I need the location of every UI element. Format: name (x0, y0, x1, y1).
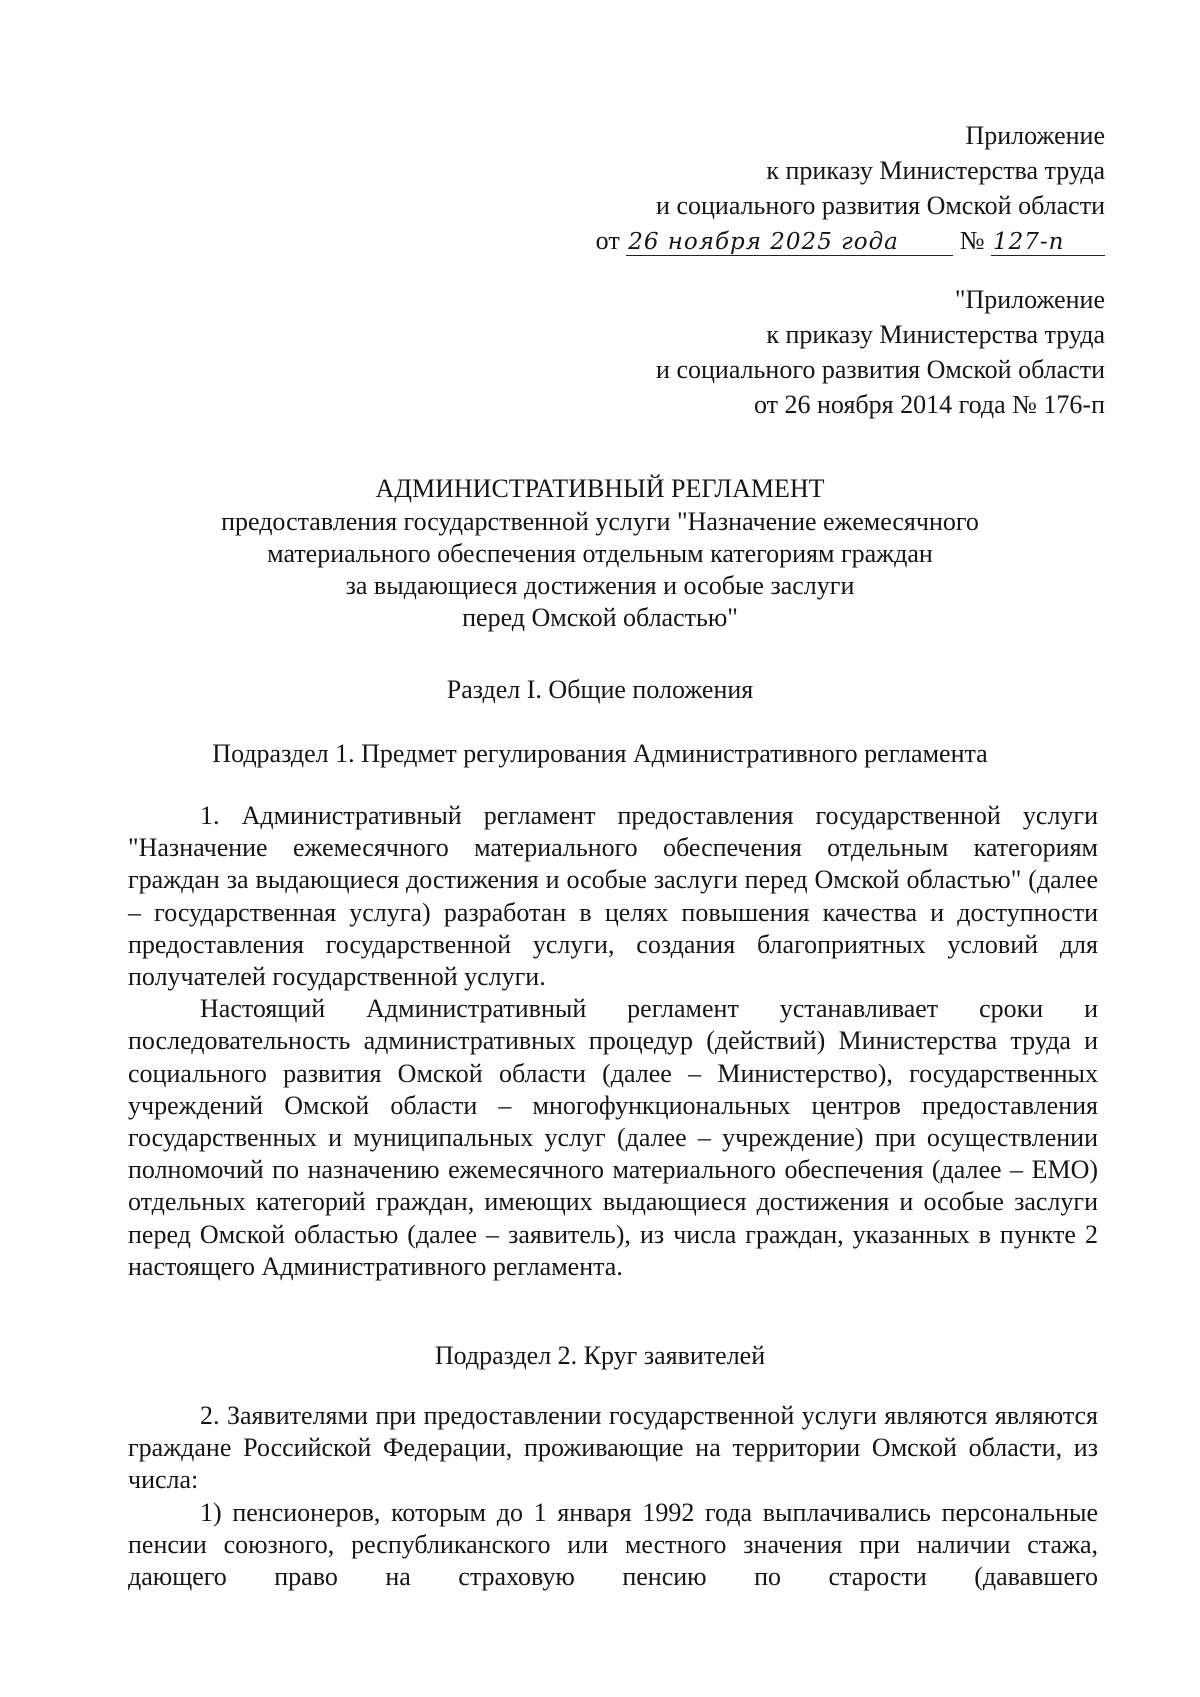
title-main: АДМИНИСТРАТИВНЫЙ РЕГЛАМЕНТ (375, 474, 825, 503)
ministry-line: и социального развития Омской области (656, 191, 1105, 220)
paragraph: Настоящий Административный регламент устанавливает сроки и последовательность административных процедур (действий) Министерства труда и социального развития Омской области (далее – Министерство), государственных учреждений Омской области – многофункциональных центров предоставления государственных и муниципальных услуг (далее – учреждение) при осуществлении полномочий по назначению ежемесячного материального обеспечения (далее – ЕМО) отдельных категорий граждан, имеющих выдающиеся достижения и особые заслуги перед Омской областью (далее – заявитель), из числа граждан, указанных в пункте 2 настоящего Административного регламента. (128, 994, 1098, 1281)
appendix-label-quoted: "Приложение (954, 285, 1105, 314)
paragraph: 1. Административный регламент предоставления государственной услуги "Назначение ежемесячного материального обеспечения отдельным категориям граждан за выдающиеся достижения и особые заслуги перед Омской областью" (далее – государственная услуга) разработан в целях повышения качества и доступности предоставления государственной услуги, создания благоприятных условий для получателей государственной услуги. (128, 801, 1098, 992)
number-sign: № (959, 226, 985, 255)
title-line: перед Омской областью" (462, 603, 738, 632)
date-prefix: от (595, 226, 620, 255)
title-line: предоставления государственной услуги "Назначение ежемесячного (221, 507, 979, 536)
title-line: материального обеспечения отдельным категориям граждан (267, 539, 933, 568)
section-heading: Раздел I. Общие положения (446, 675, 754, 704)
order-reference-line: к приказу Министерства труда (766, 156, 1105, 185)
regulation-title (0, 472, 1200, 634)
appendix-label: Приложение (965, 121, 1105, 150)
title-line: за выдающиеся достижения и особые заслуги (345, 571, 855, 600)
order-date-line (596, 223, 1105, 258)
handwritten-date: 26 ноября 2025 года (626, 229, 953, 256)
order-date-line: от 26 ноября 2014 года № 176-п (754, 390, 1105, 419)
paragraph: 1) пенсионеров, которым до 1 января 1992 года выплачивались персональные пенсии союзного, республиканского или местного значения при наличии стажа, дающего право на страховую пенсию по старости (дававшего (128, 1497, 1098, 1592)
appendix-header-previous (656, 282, 1105, 422)
subsection-heading: Подраздел 1. Предмет регулирования Административного регламента (212, 739, 988, 768)
subsection-heading: Подраздел 2. Круг заявителей (434, 1341, 766, 1370)
subsection1-body (128, 800, 1098, 1283)
handwritten-order-number: 127-п (991, 229, 1105, 256)
appendix-header-current (596, 118, 1105, 258)
order-reference-line: к приказу Министерства труда (766, 320, 1105, 349)
ministry-line: и социального развития Омской области (656, 355, 1105, 384)
paragraph: 2. Заявителями при предоставлении государственной услуги являются являются граждане Российской Федерации, проживающие на территории Омской области, из числа: (128, 1401, 1098, 1495)
subsection2-body (128, 1400, 1098, 1593)
